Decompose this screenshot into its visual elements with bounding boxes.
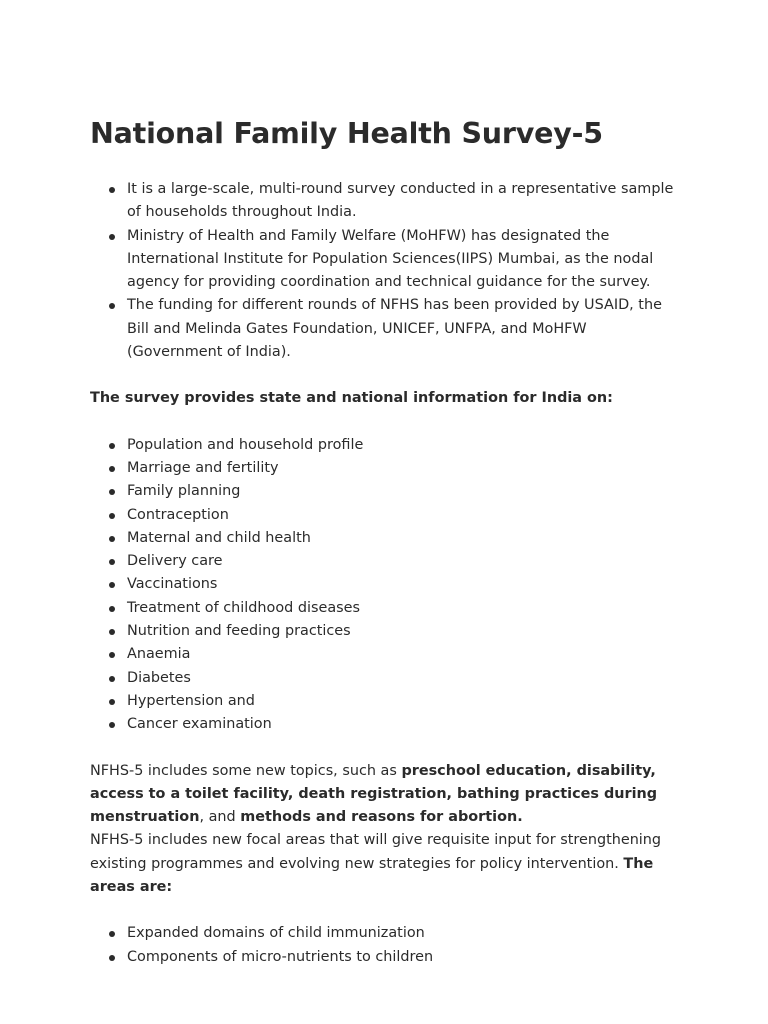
list-item: The funding for different rounds of NFHS has been provided by USAID, the Bill and Melinda Gates Foundation, UNICEF, UNFPA, and MoHFW (Government of India). [127, 294, 678, 364]
list-item: Components of micro-nutrients to children [127, 946, 678, 969]
list-item: Hypertension and [127, 690, 678, 713]
new-topics-lead: NFHS-5 includes some new topics, such as [90, 762, 402, 779]
areas-list [90, 922, 678, 969]
list-item: Treatment of childhood diseases [127, 597, 678, 620]
info-heading [90, 387, 678, 410]
new-topics-mid: , and [199, 809, 241, 826]
list-item: Diabetes [127, 667, 678, 690]
list-item: Anaemia [127, 643, 678, 666]
list-item: Family planning [127, 480, 678, 503]
focal-areas-paragraph [90, 829, 678, 899]
page-title: National Family Health Survey-5 [90, 117, 603, 150]
list-item: Contraception [127, 504, 678, 527]
list-item: Nutrition and feeding practices [127, 620, 678, 643]
list-item: Maternal and child health [127, 527, 678, 550]
topics-list [90, 434, 678, 737]
list-item: Vaccinations [127, 573, 678, 596]
list-item: Cancer examination [127, 713, 678, 736]
intro-list [90, 178, 678, 364]
new-topics-paragraph [90, 760, 678, 830]
list-item: Marriage and fertility [127, 457, 678, 480]
new-topics-bold-end: methods and reasons for abortion. [240, 809, 523, 826]
list-item: Expanded domains of child immunization [127, 922, 678, 945]
list-item: Delivery care [127, 550, 678, 573]
info-heading-text: The survey provides state and national information for India on: [90, 390, 613, 407]
focal-areas-text: NFHS-5 includes new focal areas that will give requisite input for strengthening existing programmes and evolving new strategies for policy intervention. [90, 832, 662, 872]
list-item: Population and household profile [127, 434, 678, 457]
new-topics-bold: preschool education, disability, access to a toilet facility, death registration, bathing practices during menstruation [90, 762, 658, 826]
list-item: It is a large-scale, multi-round survey conducted in a representative sample of households throughout India. [127, 178, 678, 225]
focal-areas-bold: The areas are: [90, 855, 654, 896]
list-item: Ministry of Health and Family Welfare (MoHFW) has designated the International Institute for Population Sciences(IIPS) Mumbai, as the nodal agency for providing coordination and technical guidance for the survey. [127, 225, 678, 295]
